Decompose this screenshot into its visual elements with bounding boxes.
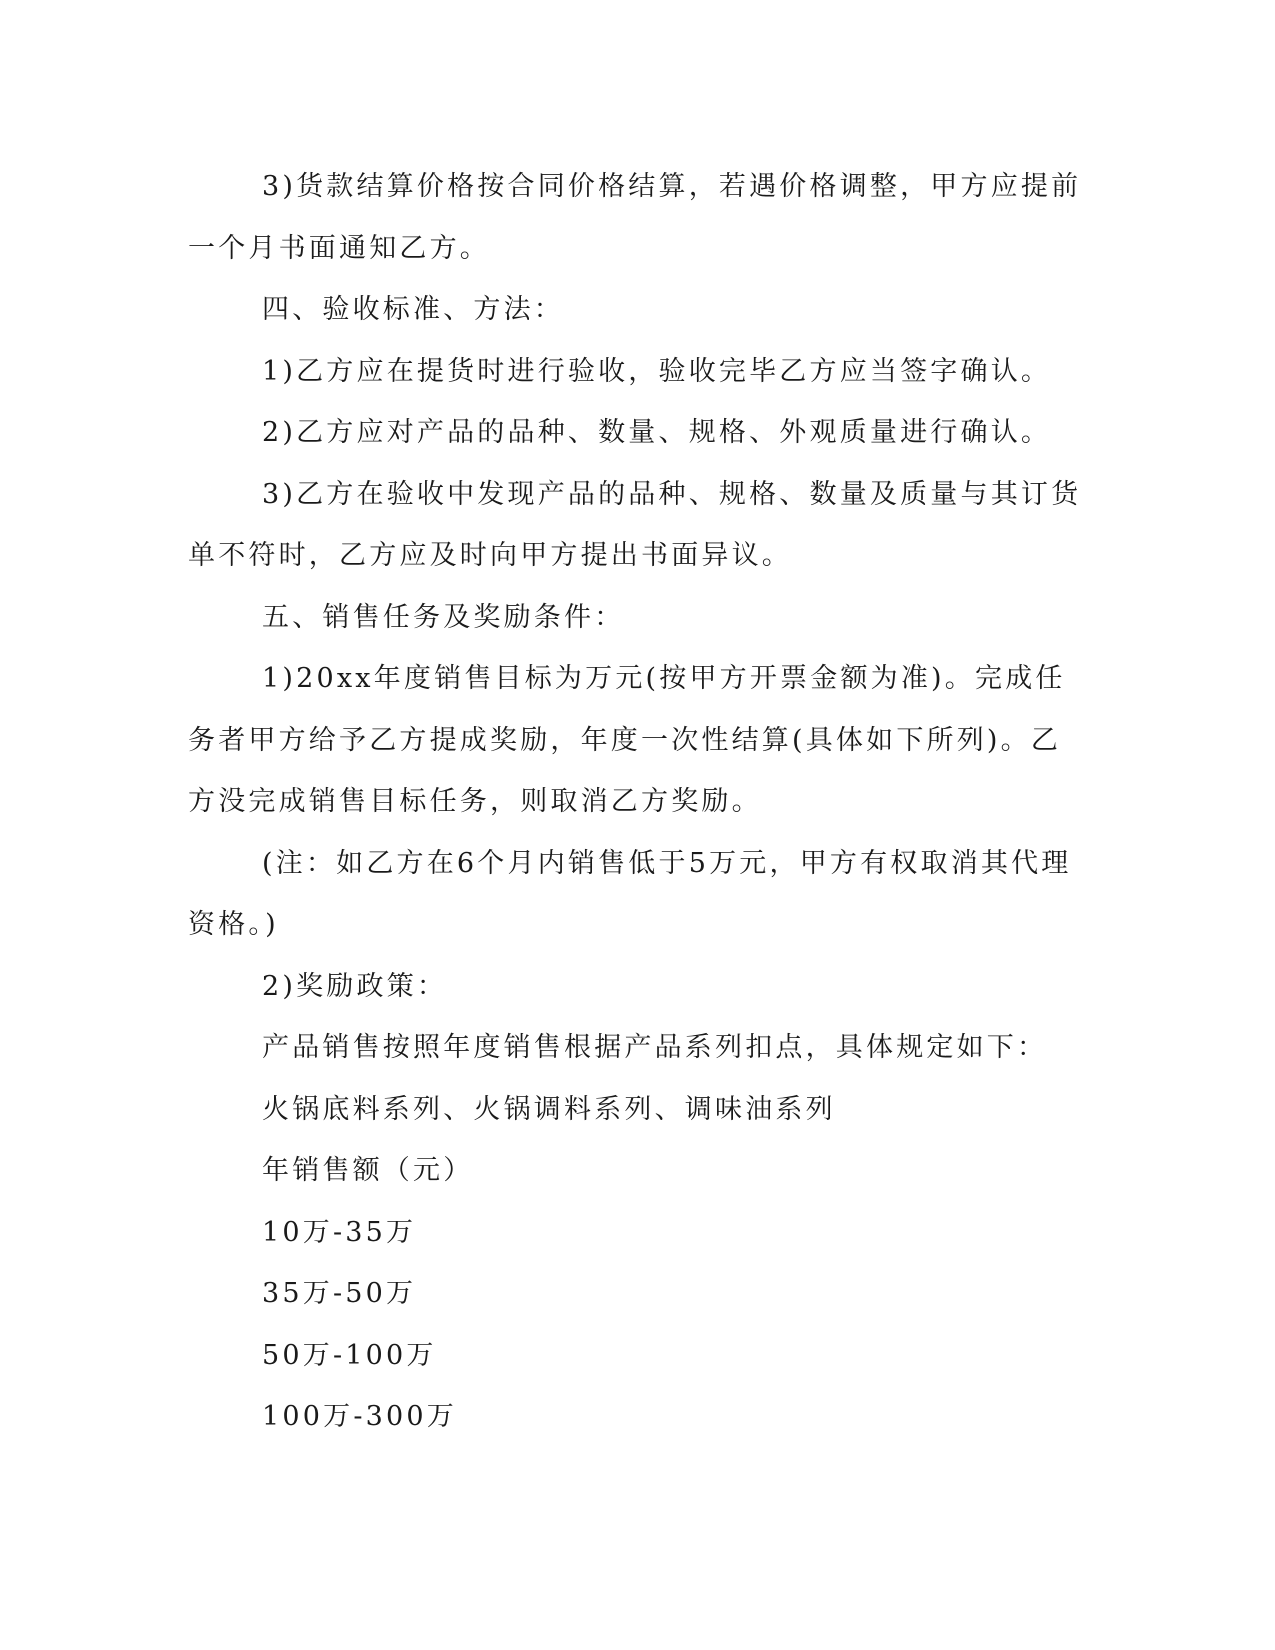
document-body	[188, 156, 1083, 1448]
paragraph-note: (注：如乙方在6个月内销售低于5万元，甲方有权取消其代理资格。)	[188, 847, 1072, 940]
paragraph-product-series: 火锅底料系列、火锅调料系列、调味油系列	[262, 1093, 836, 1125]
list-item-range-1: 10万-35万	[262, 1216, 417, 1248]
paragraph-sales-target: 1)20xx年度销售目标为万元(按甲方开票金额为准)。完成任务者甲方给予乙方提成奖励，年度一次性结算(具体如下所列)。乙方没完成销售目标任务，则取消乙方奖励。	[188, 663, 1066, 817]
paragraph-acceptance-1: 1)乙方应在提货时进行验收，验收完毕乙方应当签字确认。	[262, 355, 1052, 387]
paragraph-payment-price: 3)货款结算价格按合同价格结算，若遇价格调整，甲方应提前一个月书面通知乙方。	[188, 171, 1082, 264]
list-item-range-4: 100万-300万	[262, 1401, 457, 1432]
paragraph-acceptance-3: 3)乙方在验收中发现产品的品种、规格、数量及质量与其订货单不符时，乙方应及时向甲方提出书面异议。	[188, 478, 1082, 571]
paragraph-reward-rule: 产品销售按照年度销售根据产品系列扣点，具体规定如下：	[262, 1032, 1048, 1063]
section-heading-sales-task: 五、销售任务及奖励条件：	[262, 601, 625, 633]
list-item-range-3: 50万-100万	[262, 1339, 437, 1371]
list-item-range-2: 35万-50万	[262, 1278, 417, 1309]
paragraph-reward-policy: 2)奖励政策：	[262, 970, 448, 1002]
list-header-annual-sales: 年销售额（元）	[262, 1155, 474, 1186]
paragraph-acceptance-2: 2)乙方应对产品的品种、数量、规格、外观质量进行确认。	[262, 417, 1052, 448]
section-heading-acceptance: 四、验收标准、方法：	[262, 294, 564, 325]
